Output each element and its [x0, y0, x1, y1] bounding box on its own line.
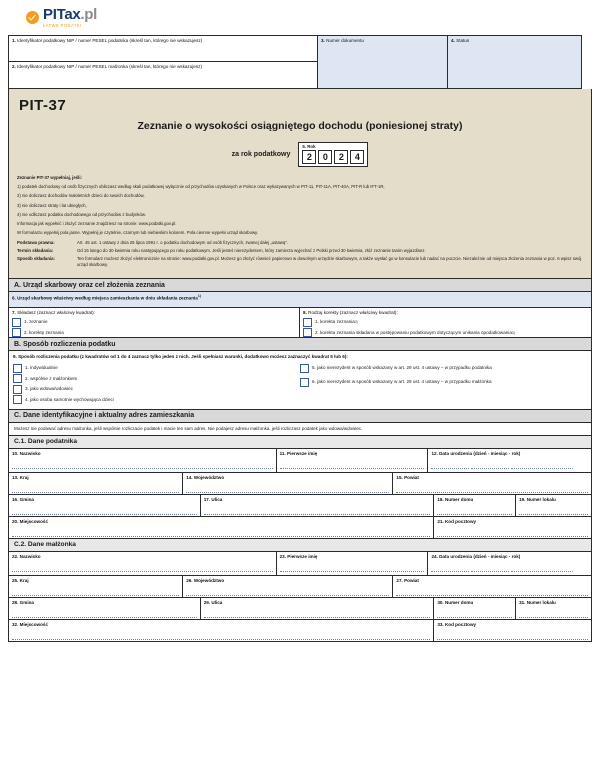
option-individual[interactable]: 1. indywidualnie	[13, 364, 300, 373]
checkbox-icon[interactable]	[300, 378, 309, 387]
field-5-year[interactable]	[298, 142, 368, 167]
legal-value: Art. 45 ust. 1 ustawy z dnia 26 lipca 1991 r. o podatku dochodowym od osób fizycznych, zwanej dalej „ustawą”.	[77, 239, 288, 245]
year-digit: 4	[350, 150, 364, 164]
field-9-settlement-method[interactable]	[8, 351, 592, 409]
c2-row-4	[8, 620, 592, 642]
form-title: Zeznanie o wysokości osiągniętego dochodu (poniesionej straty)	[137, 120, 463, 132]
field-31-apartment-number[interactable]: 31. Numer lokalu	[516, 598, 592, 620]
legal-value: Od 15 lutego do 30 kwietnia roku następującego po roku podatkowym. Jeśli jesteś nierezydentem, który zamierza wyjechać z Polski przed 30 kwietnia, złóż zeznanie tanim wyjazdisez.	[77, 247, 426, 253]
option-nonresident-spouse[interactable]: 6. jako nierezydent w sposób wskazany w art. 29 ust. 4 ustawy – w przypadku małżonka	[300, 378, 587, 387]
field-15-county[interactable]: 15. Powiat	[393, 473, 592, 495]
field-25-country[interactable]: 25. Kraj	[8, 576, 183, 598]
section-b-header: B. Sposób rozliczenia podatku	[8, 338, 592, 351]
field-24-birth-date[interactable]: 24. Data urodzenia (dzień - miesiąc - rok)	[428, 552, 592, 576]
field-29-street[interactable]: 29. Ulica	[201, 598, 435, 620]
legal-key: Podstawa prawna:	[17, 239, 55, 245]
intro-heading: Zeznanie PIT-37 wypełniaj, jeśli:	[17, 175, 82, 180]
field-16-commune[interactable]: 16. Gmina	[8, 495, 201, 517]
option-widow[interactable]: 3. jako wdowa/wdowiec	[13, 385, 300, 394]
field-18-house-number[interactable]: 18. Numer domu	[434, 495, 516, 517]
checkbox-icon[interactable]	[12, 318, 21, 327]
option-korekta-postepowanie[interactable]: 2. korekta zeznania składana w postępowaniu podatkowym dotyczącym unikania opodatkowania 3)	[303, 328, 588, 337]
field-8-correction-type[interactable]: 8. Rodzaj korekty (zaznacz właściwy kwadrat): 1. korekta zeznania 2) 2. korekta zeznania składana w postępowaniu podatkowym dotyczącym unikania opodatkowania 3)	[300, 308, 592, 338]
checkbox-icon[interactable]	[12, 328, 21, 337]
checkbox-icon[interactable]	[13, 385, 22, 394]
field-22-surname[interactable]: 22. Nazwisko	[8, 552, 277, 576]
info-line-2: W formularzu wypełnij pola jasne. Wypełnij je czytelnie, czarnym lub niebieskim kolorem. Pola ciemne wypełni urząd skarbowy.	[17, 230, 259, 236]
field-30-house-number[interactable]: 30. Numer domu	[434, 598, 516, 620]
option-korekta-zeznania[interactable]: 1. korekta zeznania 2)	[303, 318, 588, 327]
intro-line: 1) podatek dochodowy od osób fizycznych obliczasz według skali podatkowej wyłącznie od przychodów uzyskanych w Polsce oraz wykazywanych w PIT-11, PIT-11A, PIT-40A, PIT-R lub IFT-1R,	[17, 184, 385, 190]
field-33-postal-code[interactable]: 33. Kod pocztowy	[434, 620, 592, 642]
identification-block	[8, 35, 592, 89]
field-6-tax-office: 6. Urząd skarbowy właściwy według miejsca zamieszkania w dniu składania zeznania$^{1)}$	[8, 292, 592, 308]
checkbox-icon[interactable]	[13, 395, 22, 404]
tax-year-row	[17, 142, 583, 167]
c1-row-1	[8, 449, 592, 473]
section-c-header: C. Dane identyfikacyjne i aktualny adres zamieszkania	[8, 410, 592, 423]
info-line: Informacja jak wypełnić i złożyć zeznanie znajdziesz na stronie: www.podatki.gov.pl.	[17, 221, 177, 227]
option-joint-spouse[interactable]: 2. wspólnie z małżonkiem	[13, 374, 300, 383]
field-9-label: 9. Sposób rozliczenia podatku (z kwadratów od 1 do 4 zaznacz tylko jeden z nich. Jeśli spełniasz warunki, dodatkowo możesz zaznaczyć kwadrat 5 lub 6):	[13, 354, 348, 360]
field-26-voivodeship[interactable]: 26. Województwo	[183, 576, 393, 598]
legal-key: Sposób składania:	[17, 255, 55, 261]
brand-name: PITax.pl	[43, 5, 98, 23]
field-19-apartment-number[interactable]: 19. Numer lokalu	[516, 495, 592, 517]
field-4-status: 4. Status	[448, 35, 582, 89]
field-10-surname[interactable]: 10. Nazwisko	[8, 449, 277, 473]
form-title-band	[8, 89, 592, 279]
field-2-spouse-id[interactable]: 2. Identyfikator podatkowy NIP / numer PESEL małżonka (skreśl tan, którego nie wskazujesz)	[8, 62, 318, 89]
option-korekta[interactable]: 2. korektę zeznania	[12, 328, 296, 337]
checkbox-icon[interactable]	[303, 328, 312, 337]
field-23-first-name[interactable]: 23. Pierwsze imię	[277, 552, 429, 576]
form-code: PIT-37	[19, 97, 67, 114]
check-circle-icon	[26, 11, 39, 24]
section-c1-header: C.1. Dane podatnika	[8, 436, 592, 449]
section-a-options-row	[8, 308, 592, 338]
field-14-voivodeship[interactable]: 14. Województwo	[183, 473, 393, 495]
brand-tagline: ŁATWE PODATKI	[43, 22, 82, 28]
c1-row-3	[8, 495, 592, 517]
section-c-note: Możesz nie podawać adresu małżonka, jeśli wspólnie rozliczacie podatek i macie ten sam adres. Nie podajesz adresu małżonka, jeśli rozliczasz podatek jako wdowa/wdowiec.	[8, 423, 592, 436]
legal-submission	[17, 256, 583, 268]
checkbox-icon[interactable]	[303, 318, 312, 327]
legal-deadline	[17, 248, 583, 254]
field-13-country[interactable]: 13. Kraj	[8, 473, 183, 495]
section-c2-header: C.2. Dane małżonka	[8, 539, 592, 552]
field-12-birth-date[interactable]: 12. Data urodzenia (dzień - miesiąc - rok)	[428, 449, 592, 473]
field-27-county[interactable]: 27. Powiat	[393, 576, 592, 598]
year-digits	[302, 150, 364, 164]
intro-line: 3) nie obliczasz straty i lat ubiegłych,	[17, 202, 87, 208]
legal-basis	[17, 240, 583, 246]
section-a-header: A. Urząd skarbowy oraz cel złożenia zeznania	[8, 279, 592, 292]
year-digit: 0	[318, 150, 332, 164]
brand-header	[8, 0, 592, 34]
field-11-first-name[interactable]: 11. Pierwsze imię	[277, 449, 429, 473]
c1-row-2	[8, 473, 592, 495]
year-digit: 2	[302, 150, 316, 164]
option-nonresident-taxpayer[interactable]: 5. jako nierezydent w sposób wskazany w art. 29 ust. 4 ustawy – w przypadku podatnika	[300, 364, 587, 373]
field-1-taxpayer-id[interactable]: 1. Identyfikator podatkowy NIP / numer PESEL podatnika (skreśl tan, którego nie wskazujesz)	[8, 35, 318, 62]
c1-row-4	[8, 517, 592, 539]
settlement-options-right	[300, 362, 587, 406]
c2-row-2	[8, 576, 592, 598]
c2-row-3	[8, 598, 592, 620]
tax-year-label: za rok podatkowy	[231, 151, 291, 158]
checkbox-icon[interactable]	[13, 364, 22, 373]
field-32-city[interactable]: 32. Miejscowość	[8, 620, 434, 642]
field-20-city[interactable]: 20. Miejscowość	[8, 517, 434, 539]
year-digit: 2	[334, 150, 348, 164]
field-5-label: 5. Rok	[302, 144, 316, 149]
option-zeznanie[interactable]: 1. zeznanie	[12, 318, 296, 327]
field-17-street[interactable]: 17. Ulica	[201, 495, 435, 517]
checkbox-icon[interactable]	[13, 374, 22, 383]
settlement-options-left	[13, 362, 300, 406]
intro-line: 2) nie doliczasz dochodów małoletnich dzieci do swoich dochodów,	[17, 193, 145, 199]
option-single-parent[interactable]: 4. jako osoba samotnie wychowująca dzieci	[13, 395, 300, 404]
c2-row-1	[8, 552, 592, 576]
field-21-postal-code[interactable]: 21. Kod pocztowy	[434, 517, 592, 539]
field-7-submission-type[interactable]: 7. Składasz (zaznacz właściwy kwadrat): 1. zeznanie 2. korektę zeznania	[8, 308, 300, 338]
legal-value: Ten formularz możesz złożyć elektronicznie na stronie: www.podatki.gov.pl. Możesz go złożyć również papierowo w dowolnym urzędzie skarbowym, a także wysłać go w konsulacie lub nadać na poczcie. Niezależnie od miejsca złożenia zeznania w poz. 6 wpisz swój urząd skarbowy.	[77, 255, 582, 268]
checkbox-icon[interactable]	[300, 364, 309, 373]
field-28-commune[interactable]: 28. Gmina	[8, 598, 201, 620]
intro-line: 4) nie odliczasz podatku dochodowego od przychodów z budynków.	[17, 211, 146, 217]
legal-key: Termin składania:	[17, 247, 54, 253]
field-3-document-number: 3. Numer dokumentu	[318, 35, 448, 89]
